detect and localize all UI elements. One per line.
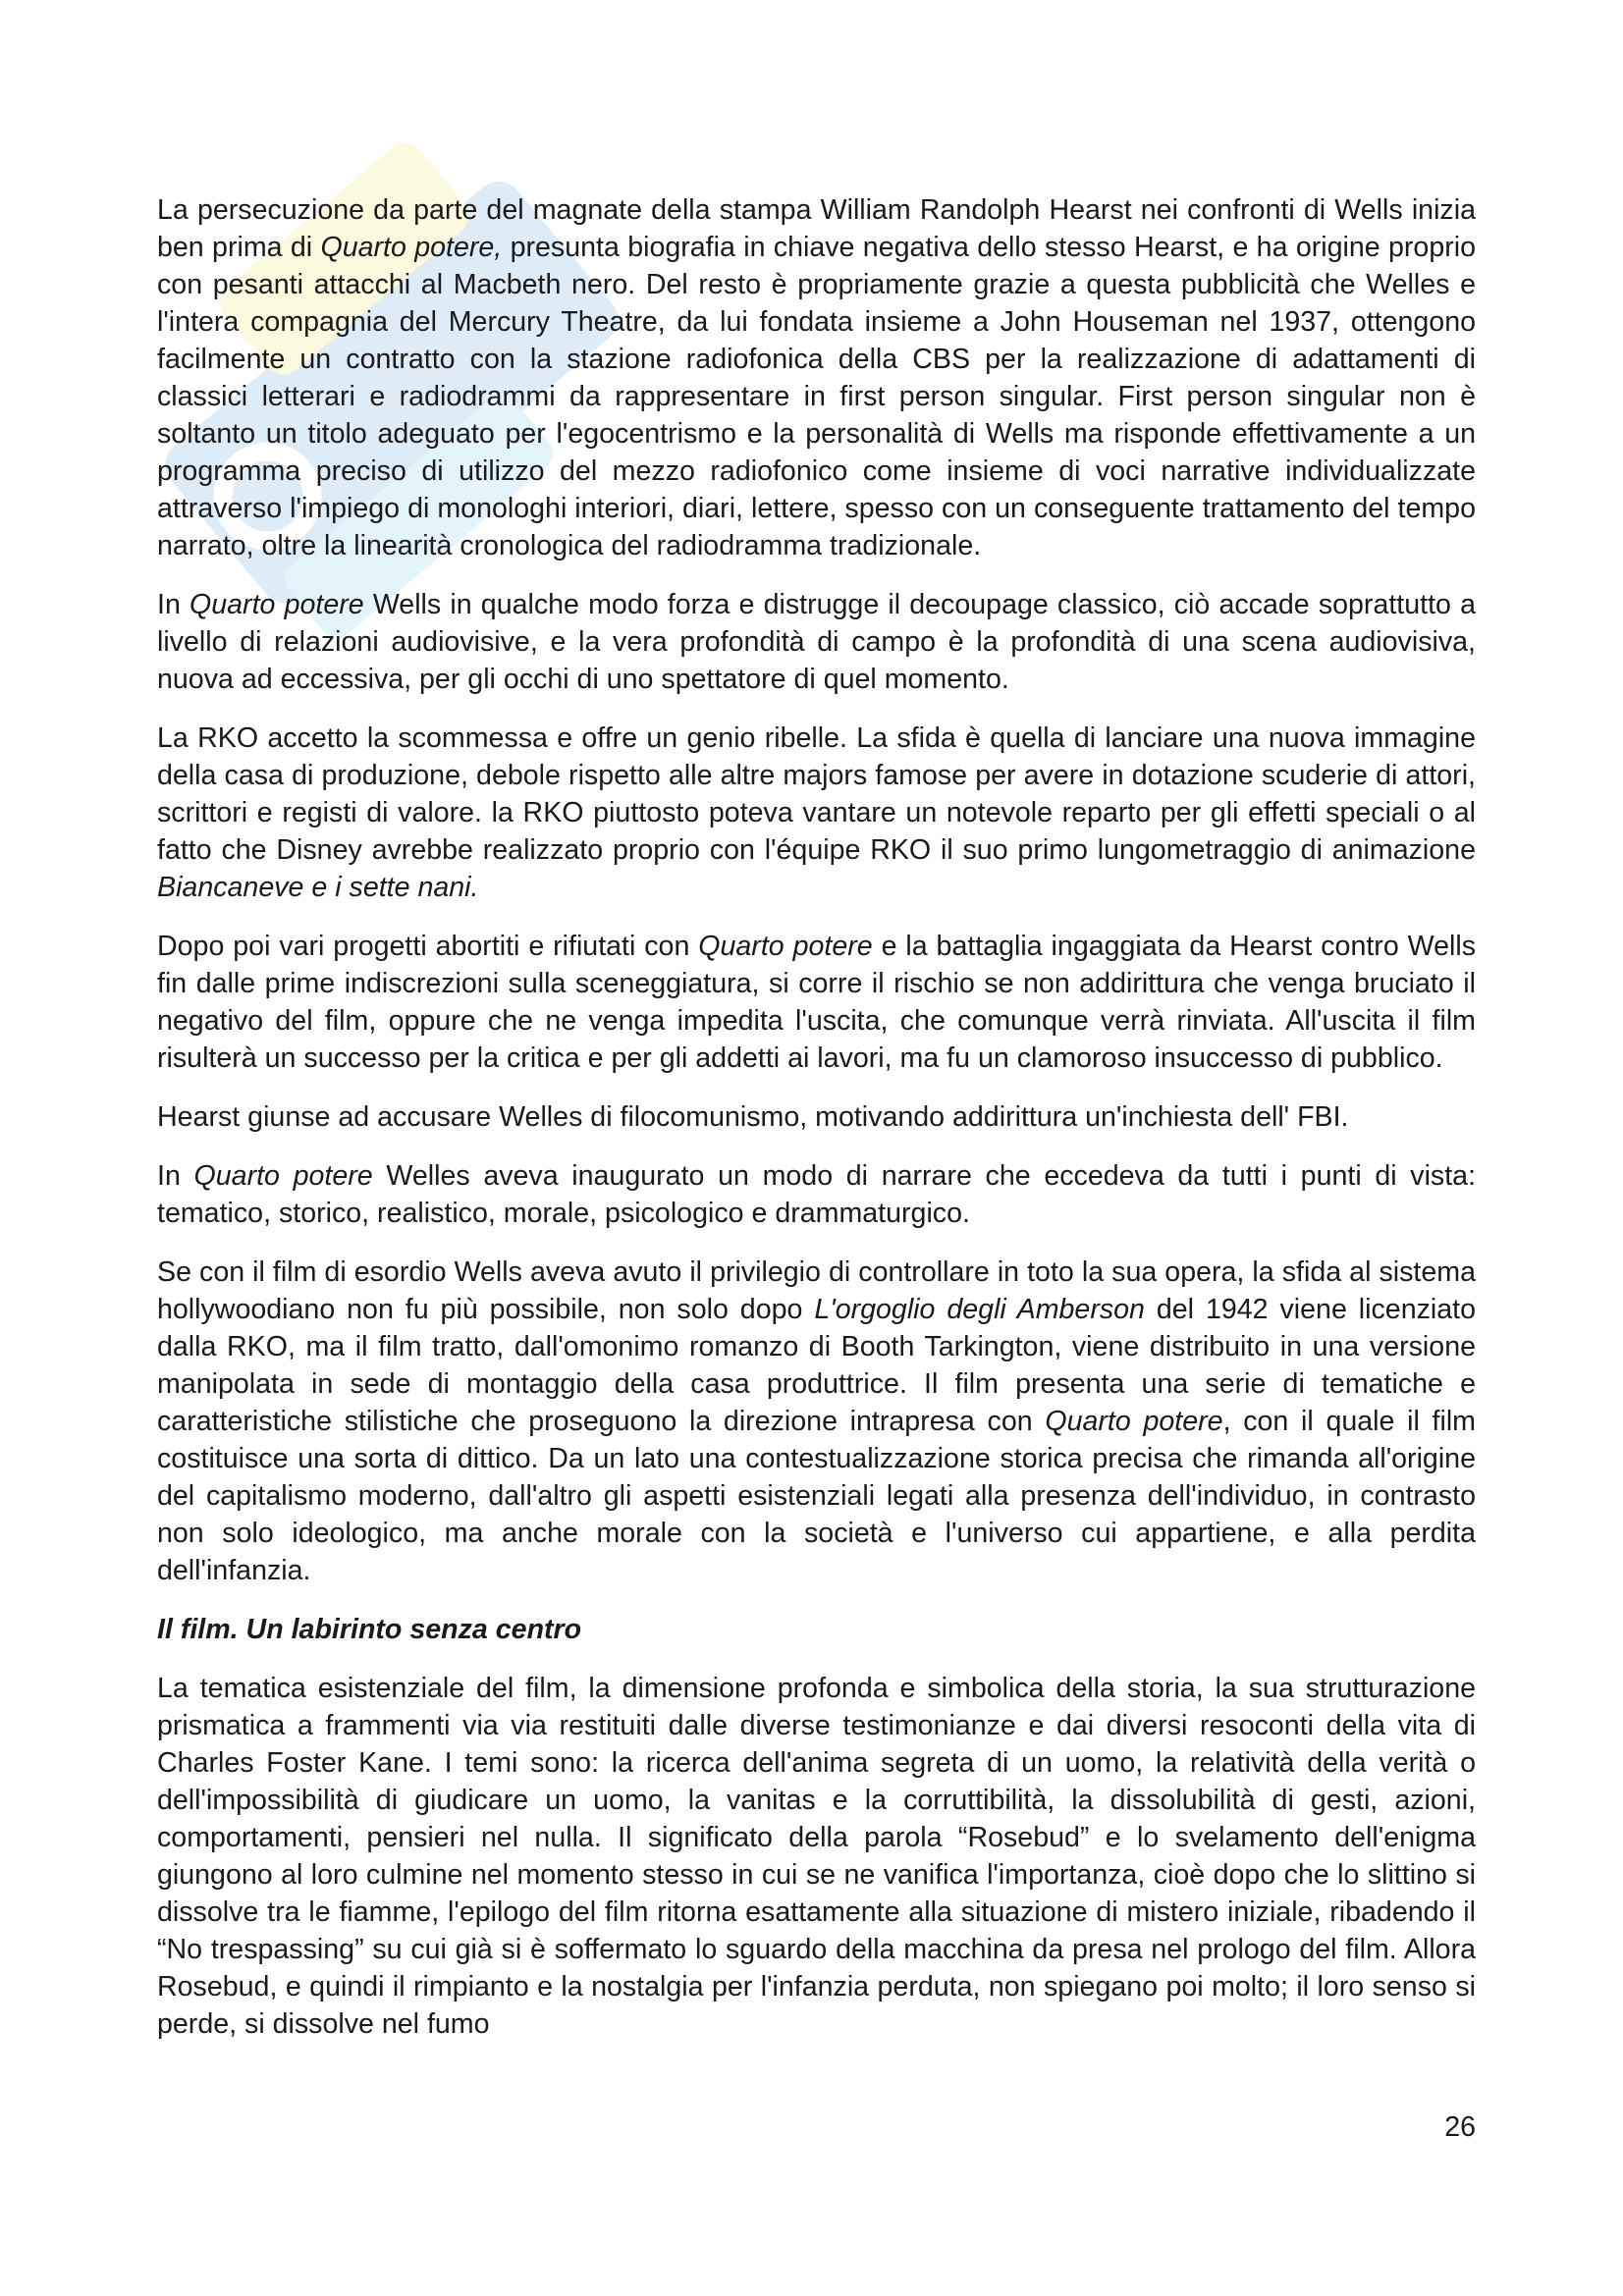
paragraph <box>157 191 1476 564</box>
text-segment: Hearst giunse ad accusare Welles di filocomunismo, motivando addirittura un'inchiesta dell' FBI. <box>157 1101 1349 1133</box>
text-segment: presunta biografia in chiave negativa dello stesso Hearst, e ha origine proprio con pesanti attacchi al Macbeth nero. Del resto è propriamente grazie a questa pubblicità che Welles e l'intera compagnia del Mercury Theatre, da lui fondata insieme a John Houseman nel 1937, ottengono facilmente un contratto con la stazione radiofonica della CBS per la realizzazione di adattamenti di classici letterari e radiodrammi da rappresentare in first person singular. First person singular non è soltanto un titolo adeguato per l'egocentrismo e la personalità di Wells ma risponde effettivamente a un programma preciso di utilizzo del mezzo radiofonico come insieme di voci narrative individualizzate attraverso l'impiego di monologhi interiori, diari, lettere, spesso con un conseguente trattamento del tempo narrato, oltre la linearità cronologica del radiodramma tradizionale. <box>157 232 1476 561</box>
paragraph <box>157 1098 1476 1136</box>
italic-title: Biancaneve e i sette nani. <box>157 872 479 903</box>
paragraph <box>157 1254 1476 1589</box>
text-segment: Dopo poi vari progetti abortiti e rifiutati con <box>157 931 699 962</box>
italic-title: Quarto potere <box>1045 1406 1223 1437</box>
body-text-after <box>157 1670 1476 2043</box>
text-segment: , con il quale il film costituisce una sorta di dittico. Da un lato una contestualizzazione storica precisa che rimanda all'origine del capitalismo moderno, dall'altro gli aspetti esistenziali legati alla presenza dell'individuo, in contrasto non solo ideologico, ma anche morale con la società e l'universo cui appartiene, e alla perdita dell'infanzia. <box>157 1406 1477 1586</box>
body-text-before <box>157 191 1476 1589</box>
text-segment: Welles aveva inaugurato un modo di narrare che eccedeva da tutti i punti di vista: tematico, storico, realistico, morale, psicologico e drammaturgico. <box>157 1160 1477 1229</box>
paragraph <box>157 928 1476 1077</box>
text-segment: La persecuzione da parte del magnate della stampa William Randolph Hearst nei confronti di Wells inizia ben prima di <box>157 194 1476 263</box>
section-heading: Il film. Un labirinto senza centro <box>157 1614 582 1645</box>
text-segment: In <box>157 1160 194 1192</box>
text-segment: del 1942 viene licenziato dalla RKO, ma il film tratto, dall'omonimo romanzo di Booth Tarkington, viene distribuito in una versione manipolata in sede di montaggio della casa produttrice. Il film presenta una serie di tematiche e caratteristiche stilistiche che proseguono la direzione intrapresa con <box>157 1294 1476 1437</box>
text-segment: Se con il film di esordio Wells aveva avuto il privilegio di controllare in toto la sua opera, la sfida al sistema hollywoodiano non fu più possibile, non solo dopo <box>157 1256 1476 1325</box>
text-segment: La RKO accetto la scommessa e offre un genio ribelle. La sfida è quella di lanciare una nuova immagine della casa di produzione, debole rispetto alle altre majors famose per avere in dotazione scuderie di attori, scrittori e registi di valore. la RKO piuttosto poteva vantare un notevole reparto per gli effetti speciali o al fatto che Disney avrebbe realizzato proprio con l'équipe RKO il suo primo lungometraggio di animazione <box>157 722 1476 866</box>
paragraph <box>157 586 1476 698</box>
italic-title: Quarto potere, <box>320 232 503 263</box>
text-segment: In <box>157 589 190 620</box>
italic-title: Quarto potere <box>193 1160 373 1192</box>
italic-title: Quarto potere <box>698 931 873 962</box>
paragraph <box>157 720 1476 906</box>
text-segment: Wells in qualche modo forza e distrugge il decoupage classico, ciò accade soprattutto a livello di relazioni audiovisive, e la vera profondità di campo è la profondità di una scena audiovisiva, nuova ad eccessiva, per gli occhi di uno spettatore di quel momento. <box>157 589 1476 695</box>
paragraph <box>157 1157 1476 1232</box>
document-page <box>157 191 1476 2064</box>
italic-title: L'orgoglio degli Amberson <box>814 1294 1145 1325</box>
text-segment: e la battaglia ingaggiata da Hearst contro Wells fin dalle prime indiscrezioni sulla sceneggiatura, si corre il rischio se non addirittura che venga bruciato il negativo del film, oppure che ne venga impedita l'uscita, che comunque verrà rinviata. All'uscita il film risulterà un successo per la critica e per gli addetti ai lavori, ma fu un clamoroso insuccesso di pubblico. <box>157 931 1477 1074</box>
paragraph <box>157 1670 1476 2043</box>
italic-title: Quarto potere <box>189 589 364 620</box>
page-number: 26 <box>1444 2111 1476 2143</box>
text-segment: La tematica esistenziale del film, la dimensione profonda e simbolica della storia, la sua strutturazione prismatica a frammenti via via restituiti dalle diverse testimonianze e dai diversi resoconti della vita di Charles Foster Kane. I temi sono: la ricerca dell'anima segreta di un uomo, la relatività della verità o dell'impossibilità di giudicare un uomo, la vanitas e la corruttibilità, la dissolubilità di gesti, azioni, comportamenti, pensieri nel nulla. Il significato della parola “Rosebud” e lo svelamento dell'enigma giungono al loro culmine nel momento stesso in cui se ne vanifica l'importanza, cioè dopo che lo slittino si dissolve tra le fiamme, l'epilogo del film ritorna esattamente alla situazione di mistero iniziale, ribadendo il “No trespassing” su cui già si è soffermato lo sguardo della macchina da presa nel prologo del film. Allora Rosebud, e quindi il rimpianto e la nostalgia per l'infanzia perduta, non spiegano poi molto; il loro senso si perde, si dissolve nel fumo <box>157 1673 1476 2040</box>
